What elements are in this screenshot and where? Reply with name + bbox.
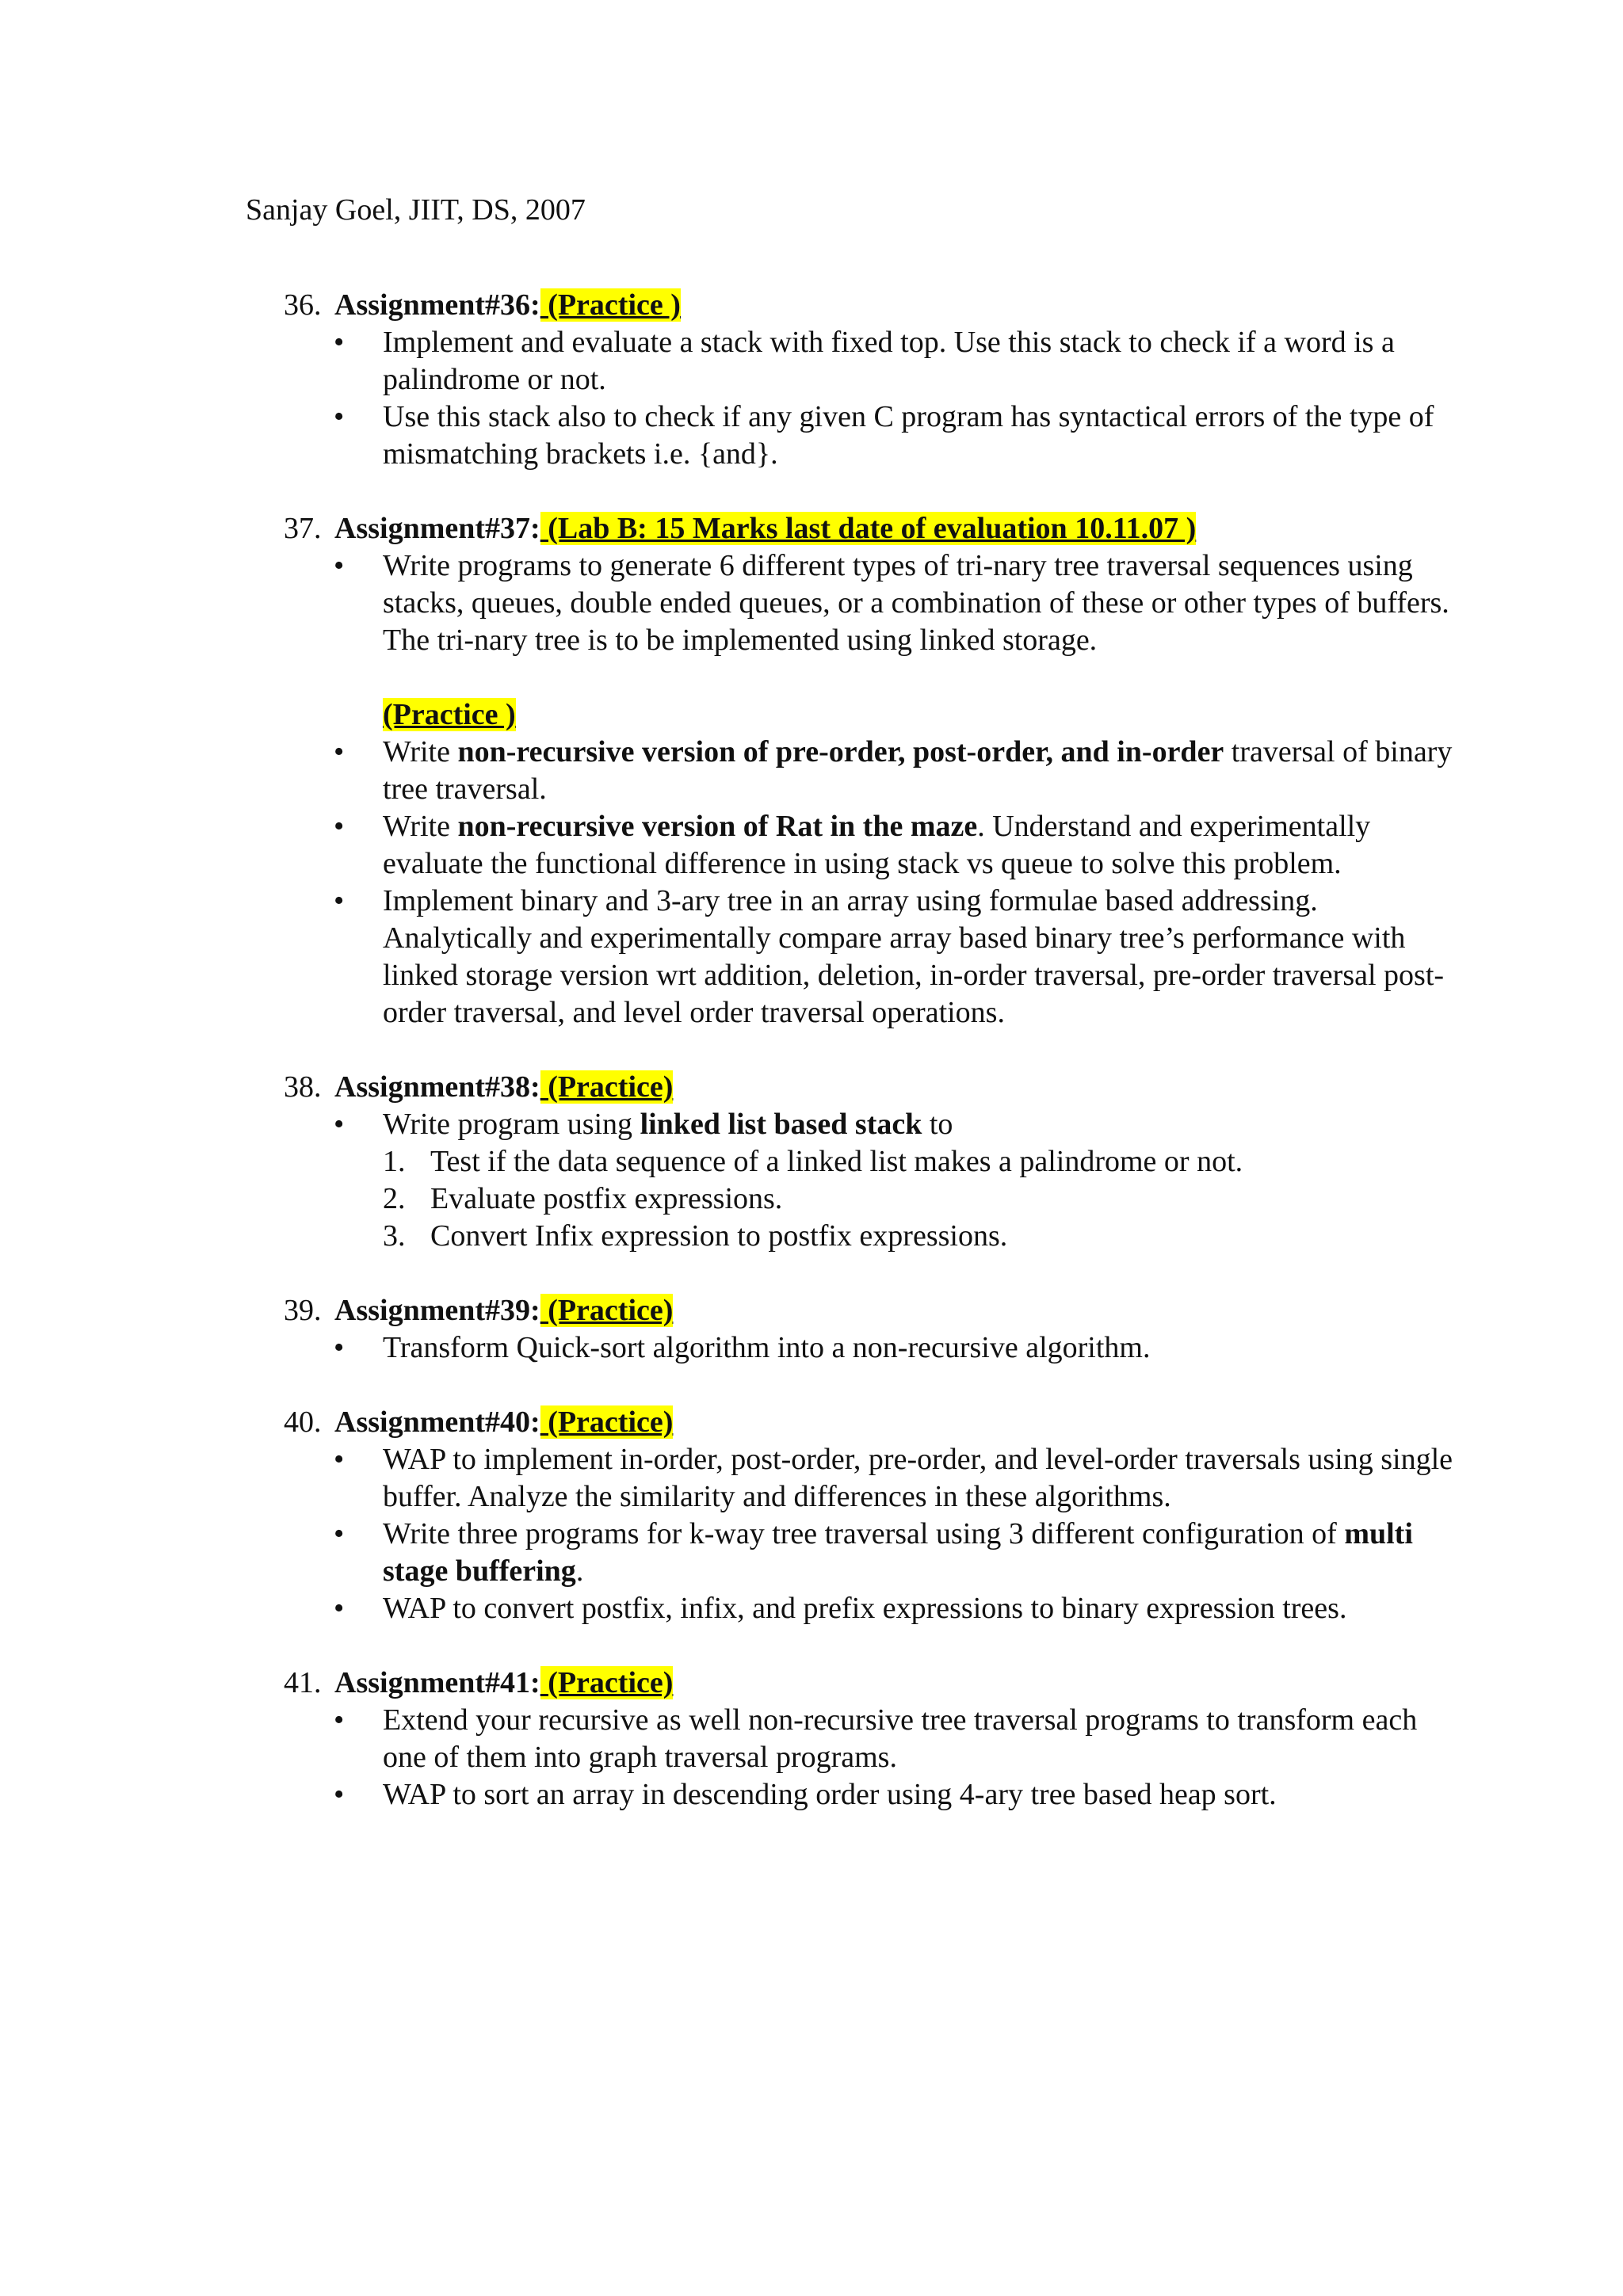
bullet-item: • Transform Quick-sort algorithm into a non-recursive algorithm. <box>383 1329 1457 1367</box>
assignment-heading <box>284 287 1457 324</box>
item-number: 1. <box>383 1145 406 1178</box>
practice-tag: (Practice ) <box>383 698 516 731</box>
item-number: 2. <box>383 1182 406 1215</box>
assignment-heading <box>284 1292 1457 1329</box>
bullet-list <box>284 1329 1457 1367</box>
bullet-list <box>284 1441 1457 1627</box>
item-text: Test if the data sequence of a linked list makes a palindrome or not. <box>430 1145 1243 1178</box>
assignment-heading <box>284 1069 1457 1106</box>
bullet-item <box>383 808 1457 883</box>
practice-subheading <box>284 696 1457 734</box>
bullet-item: • WAP to sort an array in descending order using 4-ary tree based heap sort. <box>383 1776 1457 1814</box>
bullet-item <box>383 1106 1457 1255</box>
assignment-heading <box>284 1404 1457 1441</box>
assignment-heading <box>284 1665 1457 1702</box>
bullet-bold-text: non-recursive version of Rat in the maze <box>457 810 978 843</box>
assignment-41 <box>284 1665 1457 1814</box>
assignment-tag: (Lab B: 15 Marks last date of evaluation 10.11.07 ) <box>540 512 1197 545</box>
bullet-text: Write three programs for k-way tree traversal using 3 different configuration of <box>383 1517 1345 1550</box>
item-number: 3. <box>383 1219 406 1253</box>
bullet-list <box>284 547 1457 659</box>
bullet-item: • Implement and evaluate a stack with fixed top. Use this stack to check if a word is a palindrome or not. <box>383 324 1457 399</box>
assignment-39 <box>284 1292 1457 1367</box>
assignment-title: Assignment#39: <box>334 1294 540 1327</box>
assignment-38 <box>284 1069 1457 1255</box>
bullet-bold-text: multi stage buffering <box>383 1517 1413 1588</box>
bullet-item: • WAP to implement in-order, post-order, pre-order, and level-order traversals using single buffer. Analyze the similarity and differences in these algorithms. <box>383 1441 1457 1516</box>
numbered-list <box>383 1143 1457 1255</box>
assignment-number: 40. <box>284 1405 322 1439</box>
numbered-item <box>383 1180 1457 1218</box>
bullet-text: Write program using <box>383 1108 640 1141</box>
assignment-number: 41. <box>284 1666 322 1699</box>
assignment-tag: (Practice) <box>540 1666 674 1699</box>
bullet-item <box>383 1516 1457 1590</box>
bullet-text: to <box>922 1108 953 1141</box>
assignment-36 <box>284 287 1457 473</box>
assignment-37 <box>284 510 1457 1032</box>
assignment-title: Assignment#37: <box>334 512 540 545</box>
bullet-item: • Implement binary and 3-ary tree in an array using formulae based addressing. Analytically and experimentally compare array based binary tree’s performance with linked storage version wrt addition, deletion, in-order traversal, pre-order traversal post-order traversal, and level order traversal operations. <box>383 883 1457 1032</box>
assignment-title: Assignment#38: <box>334 1070 540 1104</box>
item-text: Convert Infix expression to postfix expressions. <box>430 1219 1008 1253</box>
assignment-40 <box>284 1404 1457 1627</box>
bullet-text: . Understand and experimentally evaluate the functional difference in using stack vs queue to solve this problem. <box>383 810 1371 880</box>
numbered-item <box>383 1143 1457 1180</box>
bullet-bold-text: non-recursive version of pre-order, post-order, and in-order <box>457 735 1224 769</box>
bullet-item: • Extend your recursive as well non-recursive tree traversal programs to transform each one of them into graph traversal programs. <box>383 1702 1457 1776</box>
bullet-text: Write <box>383 735 458 769</box>
page-header: Sanjay Goel, JIIT, DS, 2007 <box>246 193 586 227</box>
assignment-number: 38. <box>284 1070 322 1104</box>
assignment-tag: (Practice) <box>540 1070 674 1104</box>
bullet-text: . <box>575 1554 584 1588</box>
assignment-tag: (Practice ) <box>540 288 681 322</box>
bullet-list <box>284 734 1457 1032</box>
assignment-tag: (Practice) <box>540 1405 674 1439</box>
bullet-list <box>284 324 1457 473</box>
bullet-bold-text: linked list based stack <box>640 1108 922 1141</box>
bullet-text: traversal of binary tree traversal. <box>383 735 1453 806</box>
assignment-title: Assignment#36: <box>334 288 540 322</box>
assignment-title: Assignment#40: <box>334 1405 540 1439</box>
numbered-item <box>383 1218 1457 1255</box>
assignment-number: 36. <box>284 288 322 322</box>
assignment-tag: (Practice) <box>540 1294 674 1327</box>
bullet-item: • WAP to convert postfix, infix, and prefix expressions to binary expression trees. <box>383 1590 1457 1627</box>
bullet-list <box>284 1702 1457 1814</box>
assignment-number: 39. <box>284 1294 322 1327</box>
bullet-item <box>383 734 1457 808</box>
bullet-list <box>284 1106 1457 1255</box>
assignment-number: 37. <box>284 512 322 545</box>
bullet-item: • Write programs to generate 6 different types of tri-nary tree traversal sequences using stacks, queues, double ended queues, or a combination of these or other types of buffers. The tri-nary tree is to be implemented using linked storage. <box>383 547 1457 659</box>
assignment-heading <box>284 510 1457 547</box>
item-text: Evaluate postfix expressions. <box>430 1182 783 1215</box>
assignment-title: Assignment#41: <box>334 1666 540 1699</box>
bullet-item: • Use this stack also to check if any given C program has syntactical errors of the type of mismatching brackets i.e. {and}. <box>383 399 1457 473</box>
bullet-text: Write <box>383 810 458 843</box>
assignment-list <box>284 287 1457 1851</box>
